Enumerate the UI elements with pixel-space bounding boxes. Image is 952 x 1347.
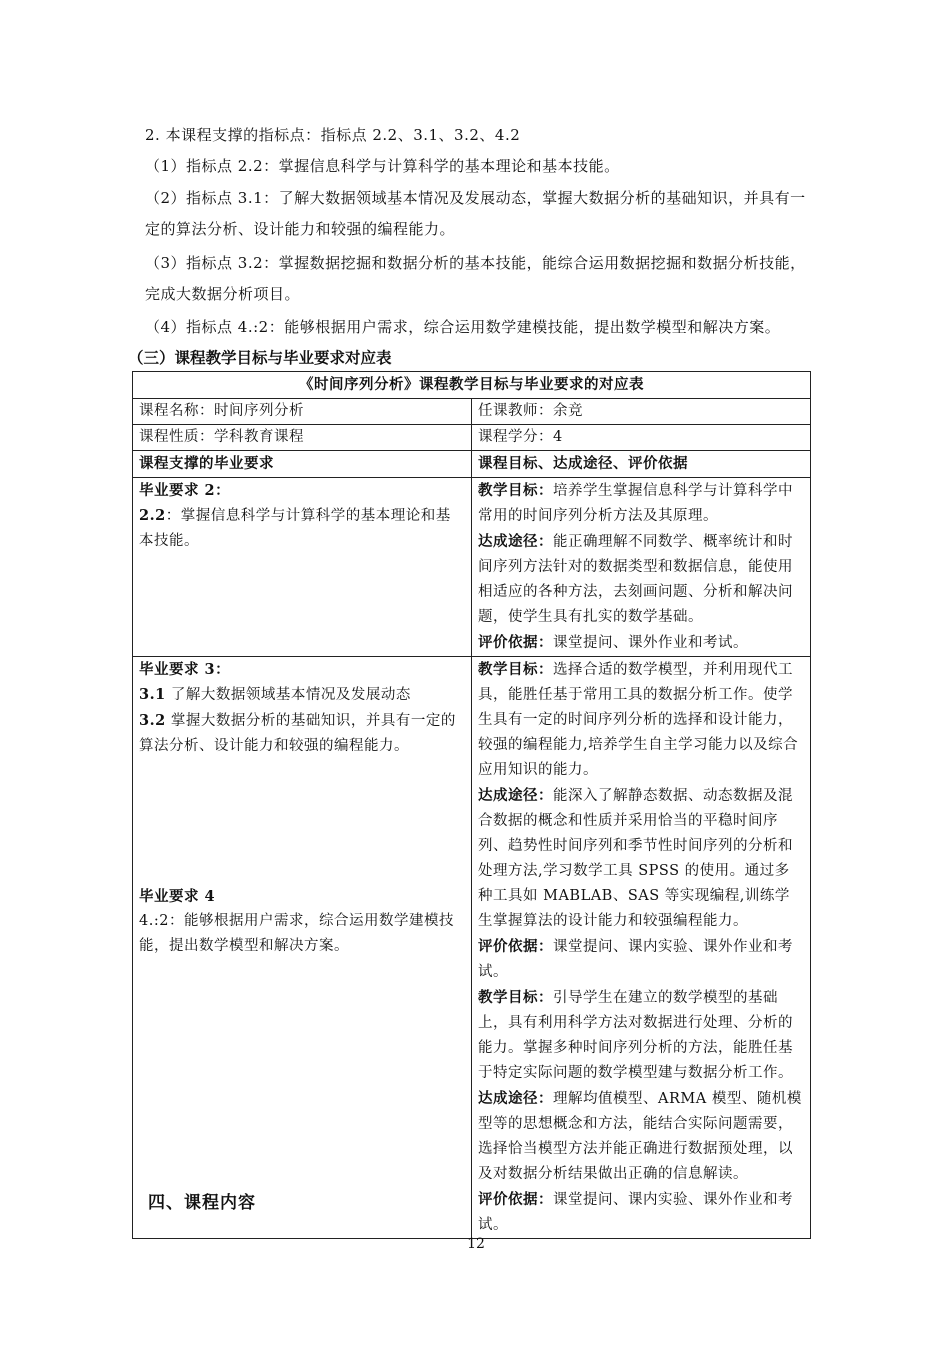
req3-goal: 教学目标：选择合适的数学模型，并利用现代工具，能胜任基于常用工具的数据分析工作。使学生具有一定的时间序列分析的选择和设计能力，较强的编程能力,培养学生自主学习能力以及综合应用知识的能力。 (478, 661, 799, 778)
intro-line-2: （1）指标点 2.2：掌握信息科学与计算科学的基本理论和基本技能。 (145, 157, 620, 175)
course-name-cell: 课程名称：时间序列分析 (133, 399, 472, 425)
req3-point1: 3.1 了解大数据领域基本情况及发展动态 (139, 686, 411, 703)
req2-goal: 教学目标：培养学生掌握信息科学与计算科学中常用的时间序列分析方法及其原理。 (478, 482, 793, 524)
req2-title: 毕业要求 2： (139, 482, 231, 499)
req4-title: 毕业要求 4 (139, 888, 216, 905)
req34-objectives-cell (472, 657, 811, 1239)
req2-text: 2.2：掌握信息科学与计算科学的基本理论和基本技能。 (139, 507, 451, 549)
page-number: 12 (467, 1236, 485, 1252)
req4-eval: 评价依据：课堂提问、课内实验、课外作业和考试。 (478, 1191, 793, 1233)
req2-cell (133, 478, 472, 657)
next-section-heading: 四、课程内容 (148, 1193, 256, 1213)
intro-line-3: （2）指标点 3.1：了解大数据领域基本情况及发展动态，掌握大数据分析的基础知识，并具有一定的算法分析、设计能力和较强的编程能力。 (145, 189, 806, 238)
credits-cell: 课程学分：4 (472, 425, 811, 451)
objectives-table (132, 371, 811, 1239)
col1-header: 课程支撑的毕业要求 (133, 451, 472, 478)
intro-line-4: （3）指标点 3.2：掌握数据挖掘和数据分析的基本技能，能综合运用数据挖掘和数据分析技能，完成大数据分析项目。 (145, 254, 806, 303)
req3-point2: 3.2 掌握大数据分析的基础知识，并具有一定的算法分析、设计能力和较强的编程能力。 (139, 712, 456, 754)
teacher-cell: 任课教师：余竞 (472, 399, 811, 425)
req4-goal: 教学目标：引导学生在建立的数学模型的基础上，具有利用科学方法对数据进行处理、分析的能力。掌握多种时间序列分析的方法，能胜任基于特定实际问题的数学模型建与数据分析工作。 (478, 989, 793, 1081)
section-heading: （三）课程教学目标与毕业要求对应表 (128, 348, 392, 367)
col2-header: 课程目标、达成途径、评价依据 (472, 451, 811, 478)
table-row (133, 478, 811, 657)
intro-line-5: （4）指标点 4.:2：能够根据用户需求，综合运用数学建模技能，提出数学模型和解决方案。 (145, 318, 781, 336)
req2-objectives-cell (472, 478, 811, 657)
req3-path: 达成途径：能深入了解静态数据、动态数据及混合数据的概念和性质并采用恰当的平稳时间序列、趋势性时间序列和季节性时间序列的分析和处理方法,学习数学工具 SPSS 的使用。通过多种工具如 MABLAB、SAS 等实现编程,训练学生掌握算法的设计能力和较强编程能力。 (478, 787, 793, 929)
req2-path: 达成途径：能正确理解不同数学、概率统计和时间序列方法针对的数据类型和数据信息，能使用相适应的各种方法，去刻画问题、分析和解决问题，使学生具有扎实的数学基础。 (478, 533, 793, 625)
table-title: 《时间序列分析》课程教学目标与毕业要求的对应表 (133, 372, 811, 399)
course-nature-cell: 课程性质：学科教育课程 (133, 425, 472, 451)
intro-line-1: 2. 本课程支撑的指标点：指标点 2.2、3.1、3.2、4.2 (145, 126, 521, 144)
req4-text: 4.:2：能够根据用户需求，综合运用数学建模技能，提出数学模型和解决方案。 (139, 913, 454, 954)
table-row (133, 657, 811, 1239)
req2-eval: 评价依据：课堂提问、课外作业和考试。 (478, 634, 748, 651)
req3-title: 毕业要求 3： (139, 661, 231, 678)
req4-path: 达成途径：理解均值模型、ARMA 模型、随机模型等的思想概念和方法，能结合实际问题需要，选择恰当模型方法并能正确进行数据预处理，以及对数据分析结果做出正确的信息解读。 (478, 1090, 802, 1182)
req34-cell (133, 657, 472, 1239)
req3-eval: 评价依据：课堂提问、课内实验、课外作业和考试。 (478, 938, 793, 980)
